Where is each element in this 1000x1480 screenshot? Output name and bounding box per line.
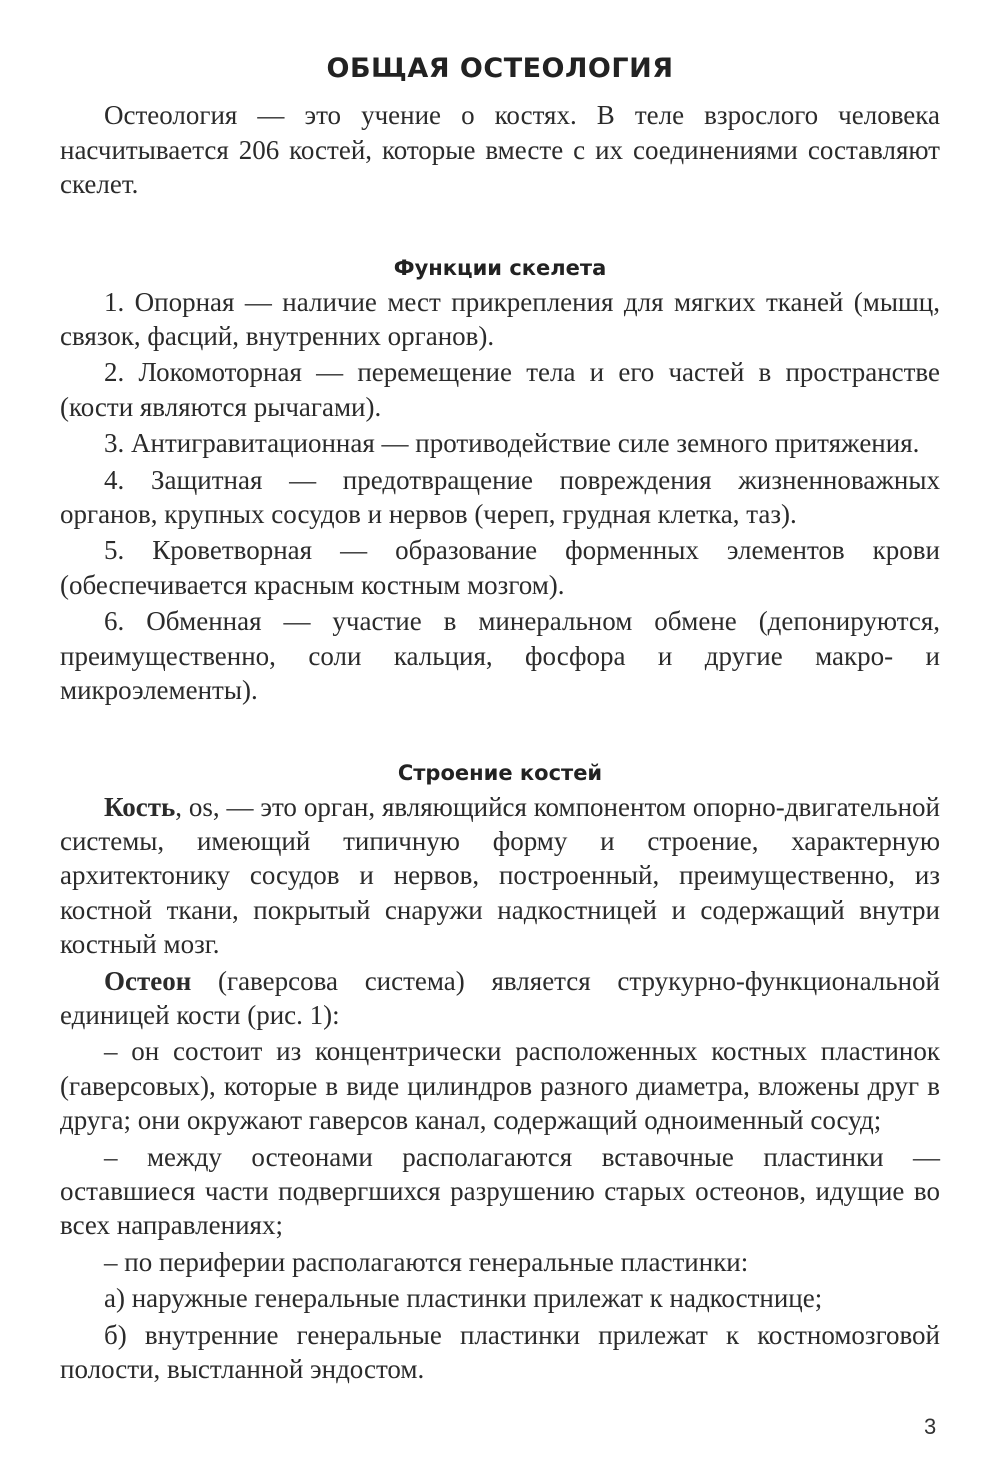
osteon-point: – он состоит из концентрически расположенных костных пластинок (гаверсовых), которые в виде цилиндров разного диаметра, вложены друг в друга; они окружают гаверсов канал, содержащий одноименный сосуд; xyxy=(60,1036,940,1136)
bone-term: Кость xyxy=(104,791,176,822)
section-spacer xyxy=(60,708,940,756)
function-item: 6. Обменная — участие в минеральном обмене (депонируются, преимущественно, соли кальция, фосфора и другие макро- и микроэлементы). xyxy=(60,606,940,706)
osteon-definition-text: (гаверсова система) является струкурно-функциональной единицей кости (рис. 1): xyxy=(60,965,940,1030)
osteon-point: – между остеонами располагаются вставочные пластинки — оставшиеся части подвергшихся разрушению старых остеонов, идущие во всех направлениях; xyxy=(60,1141,940,1241)
section-spacer xyxy=(60,202,940,251)
function-item: 1. Опорная — наличие мест прикрепления для мягких тканей (мышц, связок, фасций, внутренних органов). xyxy=(60,286,940,352)
page-content xyxy=(60,52,940,1386)
function-item: 5. Кроветворная — образование форменных элементов крови (обеспечивается красным костным мозгом). xyxy=(60,535,940,600)
page-title: ОБЩАЯ ОСТЕОЛОГИЯ xyxy=(326,53,674,84)
function-item: 4. Защитная — предотвращение повреждения жизненноважных органов, крупных сосудов и нервов (череп, грудная клетка, таз). xyxy=(60,464,940,530)
osteon-term: Остеон xyxy=(104,965,192,996)
intro-paragraph: Остеология — это учение о костях. В теле взрослого человека насчитывается 206 костей, которые вместе с их соединениями составляют скелет. xyxy=(60,100,940,200)
functions-heading: Функции скелета xyxy=(393,255,607,280)
bone-definition xyxy=(60,790,940,962)
osteon-point: – по периферии располагаются генеральные пластинки: xyxy=(104,1246,749,1277)
function-item: 2. Локомоторная — перемещение тела и его частей в пространстве (кости являются рычагами). xyxy=(60,357,940,422)
bone-definition-text: , os, — это орган, являющийся компонентом опорно-двигательной системы, имеющий типичную форму и строение, характерную архитектонику сосудов и нервов, построенный, преимущественно, из костной ткани, покрытый снаружи надкостницей и содержащий внутри костный мозг. xyxy=(60,791,940,960)
osteon-point: б) внутренние генеральные пластинки прилежат к костномозговой полости, выстланной эндостом. xyxy=(60,1319,940,1384)
osteon-definition xyxy=(60,964,940,1033)
osteon-point: а) наружные генеральные пластинки прилежат к надкостнице; xyxy=(104,1283,823,1314)
function-item: 3. Антигравитационная — противодействие силе земного притяжения. xyxy=(104,428,920,459)
structure-heading: Строение костей xyxy=(397,760,603,785)
page-number: 3 xyxy=(924,1414,937,1439)
